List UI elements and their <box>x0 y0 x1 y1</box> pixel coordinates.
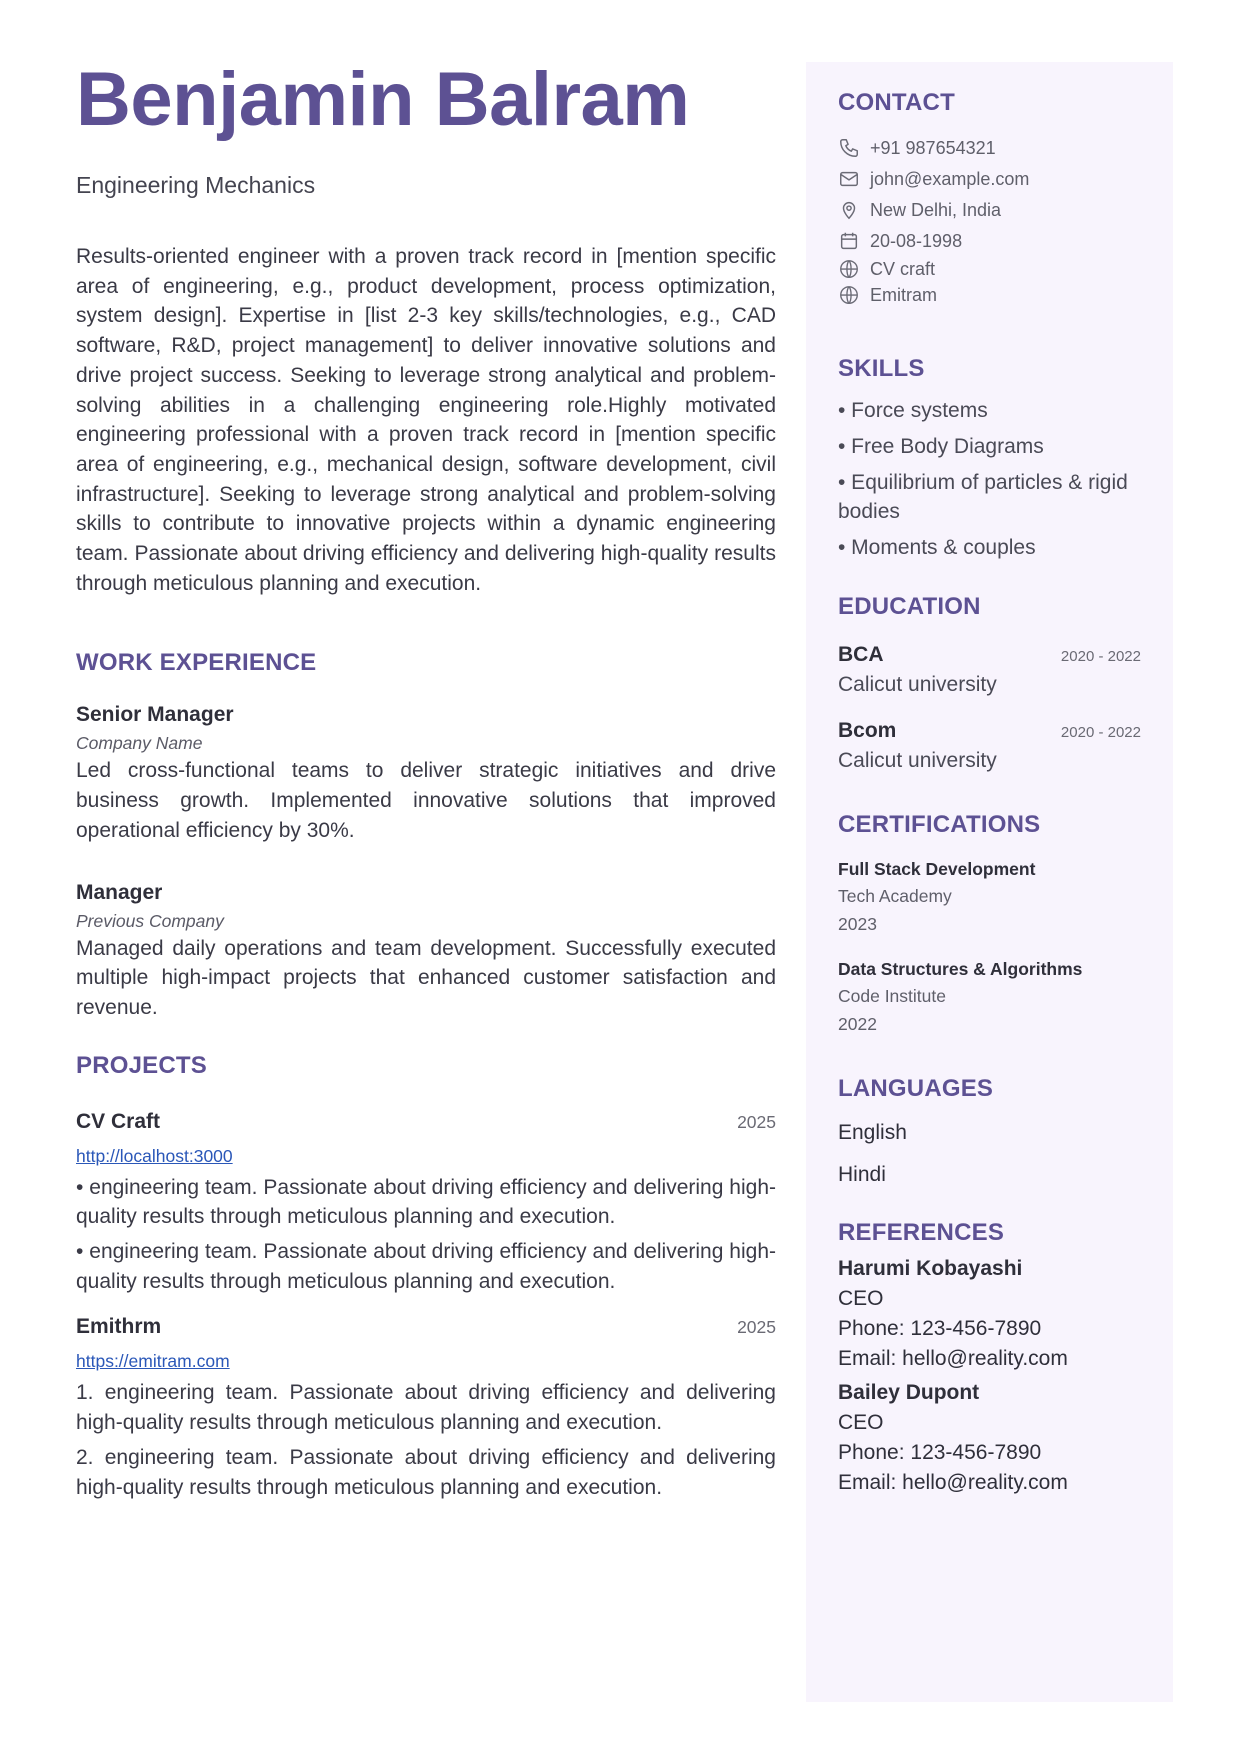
profile-summary: Results-oriented engineer with a proven track record in [mention specific area of engineering, e.g., product development, process optimization, system design]. Expertise in [list 2-3 key skills/technologies, e.g., CAD software, R&D, project management] to deliver innovative solutions and drive project success. Seeking to leverage strong analytical and problem-solving abilities in a challenging engineering role.Highly motivated engineering professional with a proven track record in [mention specific area of engineering, e.g., mechanical design, software development, civil infrastructure]. Seeking to leverage strong analytical and problem-solving skills to contribute to innovative projects within a dynamic engineering team. Passionate about driving efficiency and delivering high-quality results through meticulous planning and execution. <box>76 245 776 595</box>
references-list <box>838 1254 1141 1498</box>
location-pin-icon <box>838 199 860 221</box>
job-entry <box>76 700 776 845</box>
project-year: 2025 <box>737 1317 776 1338</box>
language-item: Hindi <box>838 1163 886 1186</box>
project-year: 2025 <box>737 1111 776 1132</box>
project-bullet: • engineering team. Passionate about driving efficiency and delivering high-quality results through meticulous planning and execution. <box>76 1240 776 1293</box>
email-value[interactable]: john@example.com <box>870 168 1030 189</box>
skill-item: • Equilibrium of particles & rigid bodies <box>838 471 1128 523</box>
skill-item: • Force systems <box>838 399 988 422</box>
work-experience-heading: WORK EXPERIENCE <box>76 649 317 677</box>
contact-email <box>838 163 1141 194</box>
education-years: 2020 - 2022 <box>1060 724 1141 741</box>
reference-name: Bailey Dupont <box>838 1381 980 1404</box>
reference-entry <box>838 1254 1141 1374</box>
reference-role: CEO <box>838 1411 884 1434</box>
reference-entry <box>838 1378 1141 1498</box>
certification-entry <box>838 856 1141 938</box>
mail-icon <box>838 168 860 190</box>
skill-item: • Free Body Diagrams <box>838 435 1044 458</box>
job-description: Managed daily operations and team development. Successfully executed multiple high-impact projects that enhanced customer satisfaction and revenue. <box>76 936 776 1019</box>
job-title: Senior Manager <box>76 703 234 727</box>
contact-phone <box>838 132 1141 163</box>
project-entry <box>76 1107 776 1297</box>
location-value: New Delhi, India <box>870 199 1002 220</box>
certification-entry <box>838 956 1141 1038</box>
website-link[interactable]: CV craft <box>870 259 936 279</box>
job-title: Manager <box>76 880 163 904</box>
language-item: English <box>838 1121 907 1144</box>
skills-list <box>838 396 1141 562</box>
reference-name: Harumi Kobayashi <box>838 1257 1023 1280</box>
globe-icon <box>838 284 860 306</box>
education-heading: EDUCATION <box>838 593 981 620</box>
candidate-title: Engineering Mechanics <box>76 172 316 198</box>
project-bullet: 2. engineering team. Passionate about driving efficiency and delivering high-quality results through meticulous planning and execution. <box>76 1445 776 1499</box>
project-link[interactable]: http://localhost:3000 <box>76 1145 233 1166</box>
project-bullet: 1. engineering team. Passionate about driving efficiency and delivering high-quality results through meticulous planning and execution. <box>76 1381 776 1435</box>
main-column <box>76 52 776 1502</box>
contact-dob <box>838 225 1141 256</box>
reference-phone: Phone: 123-456-7890 <box>838 1317 1042 1340</box>
education-degree: Bcom <box>838 719 897 742</box>
languages-list <box>838 1118 1141 1190</box>
education-years: 2020 - 2022 <box>1060 648 1141 665</box>
certification-year: 2022 <box>838 1014 877 1034</box>
reference-role: CEO <box>838 1287 884 1310</box>
job-description: Led cross-functional teams to deliver strategic initiatives and drive business growth. Implemented innovative solutions that improved operational efficiency by 30%. <box>76 759 776 842</box>
job-company: Previous Company <box>76 910 224 931</box>
calendar-icon <box>838 230 860 252</box>
project-name: Emithrm <box>76 1315 162 1339</box>
phone-value[interactable]: +91 987654321 <box>870 137 996 158</box>
reference-email: Email: hello@reality.com <box>838 1347 1068 1370</box>
sidebar <box>806 62 1173 1702</box>
globe-icon <box>838 258 860 280</box>
contact-list <box>838 132 1141 308</box>
certifications-heading: CERTIFICATIONS <box>838 811 1041 838</box>
certification-issuer: Tech Academy <box>838 886 952 906</box>
skill-item: • Moments & couples <box>838 536 1036 559</box>
phone-icon <box>838 137 860 159</box>
certification-issuer: Code Institute <box>838 986 946 1006</box>
education-entry <box>838 716 1141 776</box>
contact-website <box>838 282 1141 308</box>
dob-value: 20-08-1998 <box>870 230 963 251</box>
job-company: Company Name <box>76 733 203 754</box>
project-bullet: • engineering team. Passionate about driving efficiency and delivering high-quality results through meticulous planning and execution. <box>76 1175 776 1229</box>
certification-name: Data Structures & Algorithms <box>838 959 1083 979</box>
project-entry <box>76 1312 776 1502</box>
candidate-name: Benjamin Balram <box>76 57 690 142</box>
projects-heading: PROJECTS <box>76 1051 207 1079</box>
certification-name: Full Stack Development <box>838 859 1036 879</box>
contact-heading: CONTACT <box>838 89 955 116</box>
website-link[interactable]: Emitram <box>870 285 937 305</box>
project-link[interactable]: https://emitram.com <box>76 1351 230 1372</box>
reference-email: Email: hello@reality.com <box>838 1471 1068 1494</box>
references-heading: REFERENCES <box>838 1219 1005 1246</box>
skills-heading: SKILLS <box>838 355 925 382</box>
project-name: CV Craft <box>76 1109 161 1133</box>
contact-website <box>838 256 1141 282</box>
languages-heading: LANGUAGES <box>838 1075 994 1102</box>
education-degree: BCA <box>838 643 884 666</box>
education-school: Calicut university <box>838 673 997 696</box>
contact-location <box>838 194 1141 225</box>
education-school: Calicut university <box>838 749 997 772</box>
job-entry <box>76 878 776 1023</box>
reference-phone: Phone: 123-456-7890 <box>838 1441 1042 1464</box>
education-entry <box>838 640 1141 700</box>
certification-year: 2023 <box>838 914 877 934</box>
